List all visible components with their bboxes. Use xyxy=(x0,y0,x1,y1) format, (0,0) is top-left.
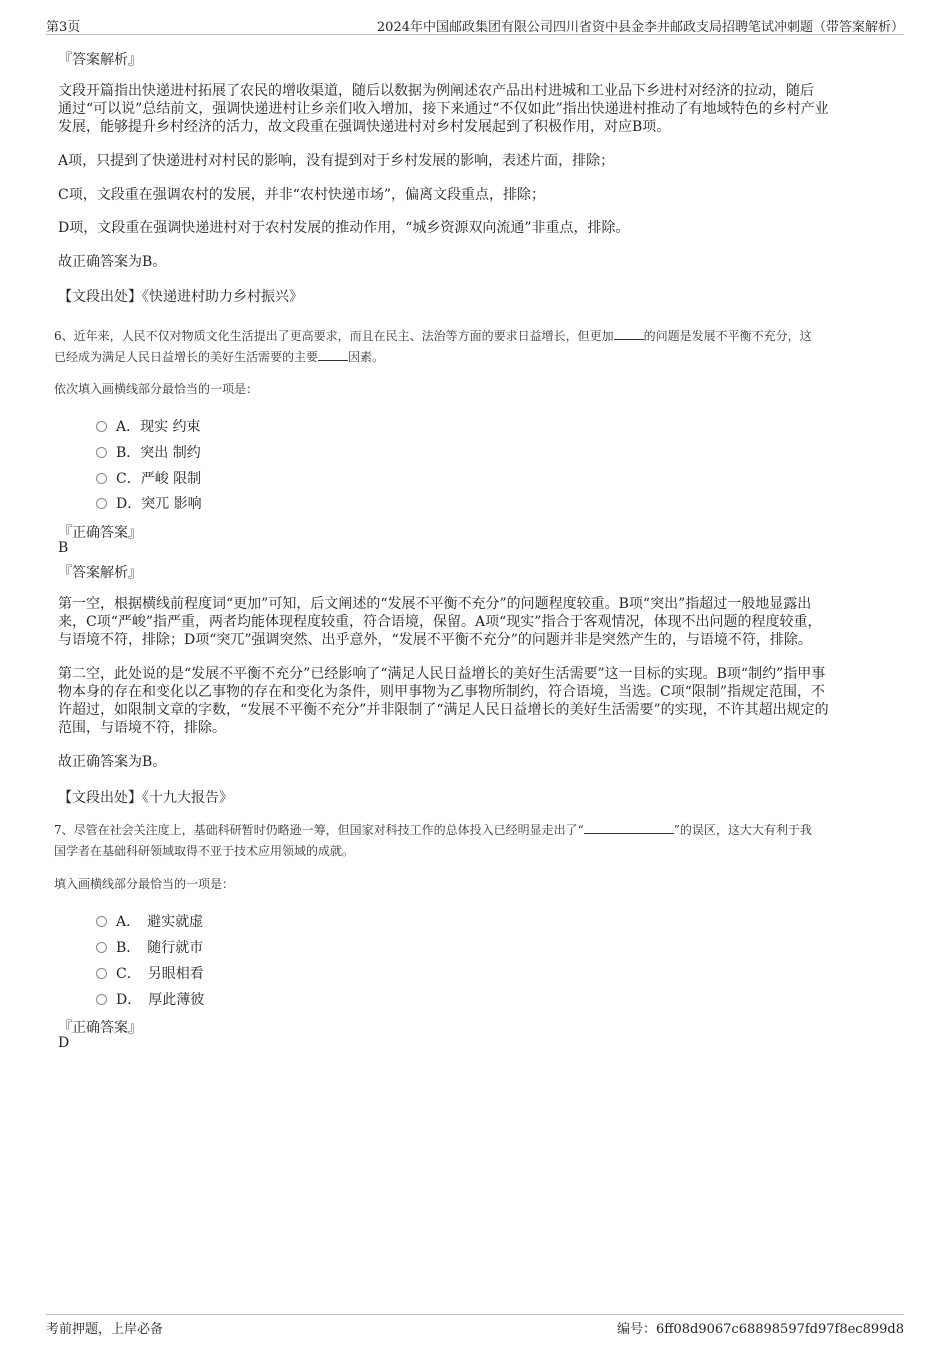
option-c-analysis: C项，文段重在强调农村的发展，并非“农村快递市场”，偏离文段重点，排除； xyxy=(58,187,546,203)
correct-answer-label: 『正确答案』 xyxy=(58,1020,142,1036)
page-footer xyxy=(46,1314,904,1335)
document-title: 2024年中国邮政集团有限公司四川省资中县金李井邮政支局招聘笔试冲刺题（带答案解析） xyxy=(376,20,904,35)
text-line: 第二空，此处说的是“发展不平衡不充分”已经影响了“满足人民日益增长的美好生活需要”这一目标的实现。B项“制约”指甲事 xyxy=(58,666,826,682)
text-line: 与语境不符，排除；D项“突兀”强调突然、出乎意外，“发展不平衡不充分”的问题并非是突然产生的，与语境不符，排除。 xyxy=(58,632,812,648)
source-citation: 【文段出处】《快递进村助力乡村振兴》 xyxy=(58,289,303,305)
text-line: 7、尽管在社会关注度上，基础科研暂时仍略逊一筹，但国家对科技工作的总体投入已经明显走出了“ ”的误区，这大大有利于我 xyxy=(54,823,812,837)
text-line: 发展，能够提升乡村经济的活力，故文段重在强调快递进村对乡村发展起到了积极作用，对应B项。 xyxy=(58,119,671,135)
q6-option-b[interactable]: B．突出 制约 xyxy=(96,442,201,462)
source-citation: 【文段出处】《十九大报告》 xyxy=(58,790,233,806)
radio-icon[interactable] xyxy=(96,447,107,458)
radio-icon[interactable] xyxy=(96,916,107,927)
question-7-stem xyxy=(54,820,812,862)
text-line: 通过“可以说”总结前文，强调快递进村让乡亲们收入增加，接下来通过“不仅如此”指出快递进村推动了有地域特色的乡村产业 xyxy=(58,101,829,117)
correct-answer-value: B xyxy=(58,540,69,556)
radio-icon[interactable] xyxy=(96,473,107,484)
fill-blank xyxy=(614,327,644,340)
text-line: 许超过，如限制文章的字数，“发展不平衡不充分”并非限制了“满足人民日益增长的美好生活需要”的实现，不许其超出规定的 xyxy=(58,702,829,718)
conclusion: 故正确答案为B。 xyxy=(58,254,167,270)
radio-icon[interactable] xyxy=(96,942,107,953)
analysis-label: 『答案解析』 xyxy=(58,52,142,68)
fill-blank xyxy=(584,821,674,834)
question-6-prompt: 依次填入画横线部分最恰当的一项是： xyxy=(54,382,259,396)
page-header xyxy=(46,14,904,35)
q6-option-a[interactable]: A．现实 约束 xyxy=(96,416,201,436)
question-6-stem xyxy=(54,326,812,368)
text-line: 物本身的存在和变化以乙事物的存在和变化为条件，则甲事物为乙事物所制约，符合语境，当选。C项“限制”指规定范围，不 xyxy=(58,684,826,700)
text-line: 国学者在基础科研领域取得不亚于技术应用领域的成就。 xyxy=(54,844,355,858)
question-7-prompt: 填入画横线部分最恰当的一项是： xyxy=(54,877,235,891)
correct-answer-label: 『正确答案』 xyxy=(58,525,142,541)
analysis-paragraph xyxy=(58,82,829,136)
radio-icon[interactable] xyxy=(96,421,107,432)
option-a-analysis: A项，只提到了快递进村对村民的影响，没有提到对于乡村发展的影响，表述片面，排除； xyxy=(58,153,615,169)
document-id: 编号：6ff08d9067c68898597fd97f8ec899d8 xyxy=(616,1322,904,1337)
q7-option-a[interactable]: A． 避实就虚 xyxy=(96,911,203,931)
text-line: 已经成为满足人民日益增长的美好生活需要的主要 因素。 xyxy=(54,350,385,364)
text-line: 来，C项“严峻”指严重，两者均能体现程度较重，符合语境，保留。A项“现实”指合于客观情况，体现不出问题的程度较重， xyxy=(58,614,822,630)
analysis-paragraph-1 xyxy=(58,595,821,649)
q6-option-d[interactable]: D．突兀 影响 xyxy=(96,493,202,513)
radio-icon[interactable] xyxy=(96,994,107,1005)
option-d-analysis: D项，文段重在强调快递进村对于农村发展的推动作用，“城乡资源双向流通”非重点，排除。 xyxy=(58,220,630,236)
footer-slogan: 考前押题，上岸必备 xyxy=(46,1322,164,1337)
text-line: 文段开篇指出快递进村拓展了农民的增收渠道，随后以数据为例阐述农产品出村进城和工业品下乡进村对经济的拉动，随后 xyxy=(58,83,814,99)
radio-icon[interactable] xyxy=(96,498,107,509)
analysis-label: 『答案解析』 xyxy=(58,565,142,581)
text-line: 6、近年来，人民不仅对物质文化生活提出了更高要求，而且在民主、法治等方面的要求日益增长，但更加 的问题是发展不平衡不充分，这 xyxy=(54,329,812,343)
radio-icon[interactable] xyxy=(96,968,107,979)
text-line: 第一空，根据横线前程度词“更加”可知，后文阐述的“发展不平衡不充分”的问题程度较重。B项“突出”指超过一般地显露出 xyxy=(58,596,812,612)
conclusion: 故正确答案为B。 xyxy=(58,754,167,770)
q7-option-d[interactable]: D． 厚此薄彼 xyxy=(96,989,204,1009)
q6-option-c[interactable]: C．严峻 限制 xyxy=(96,468,201,488)
q7-option-b[interactable]: B． 随行就市 xyxy=(96,937,203,957)
text-line: 范围，与语境不符，排除。 xyxy=(58,720,226,736)
page-number: 第3页 xyxy=(46,20,81,35)
analysis-paragraph-2 xyxy=(58,665,829,737)
fill-blank xyxy=(318,348,348,361)
q7-option-c[interactable]: C． 另眼相看 xyxy=(96,963,204,983)
correct-answer-value: D xyxy=(58,1035,70,1051)
